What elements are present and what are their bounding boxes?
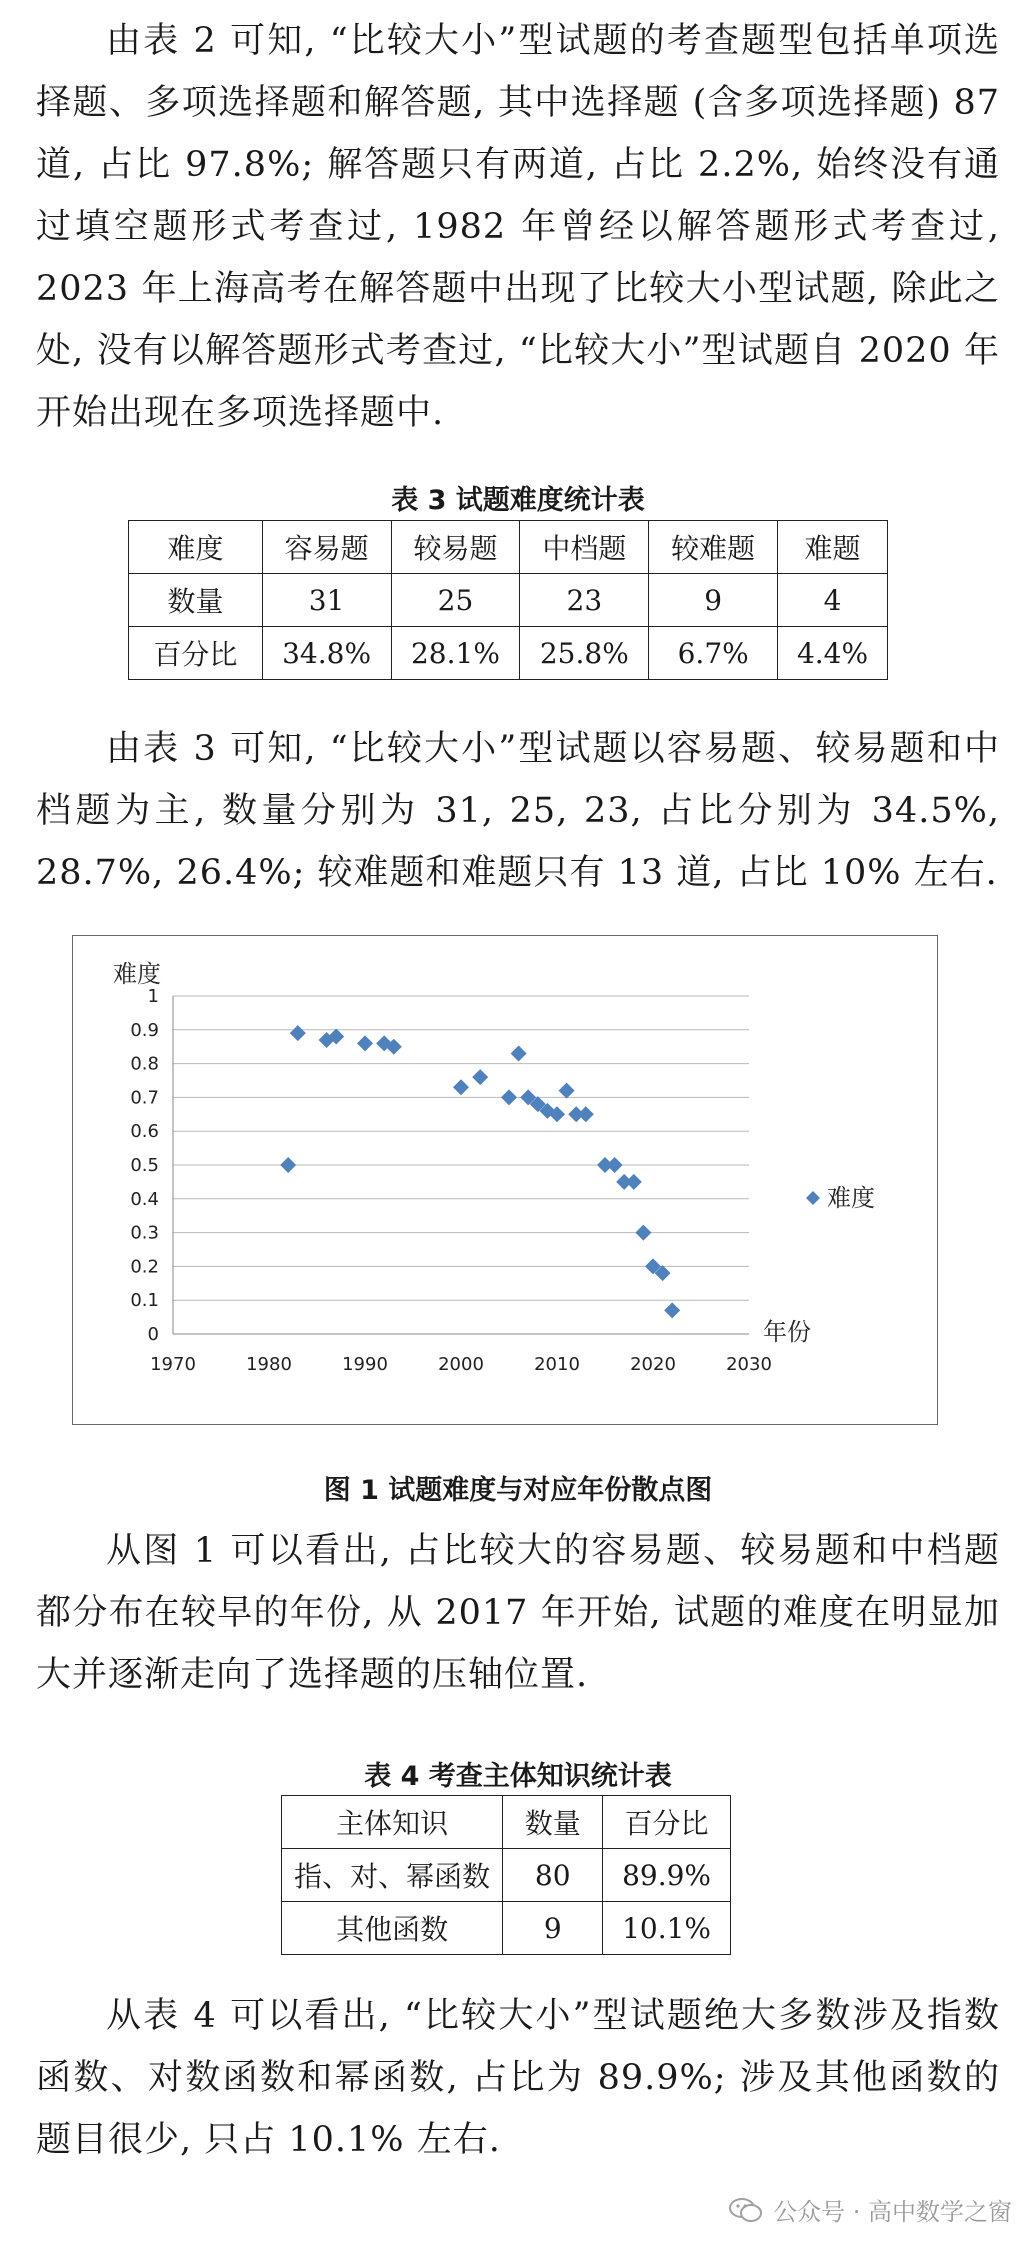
- data-point: [559, 1083, 575, 1099]
- table-cell: 9: [503, 1902, 603, 1955]
- table-cell: 难题: [778, 521, 888, 574]
- data-point: [626, 1174, 642, 1190]
- table-cell: 数量: [129, 574, 263, 627]
- x-tick-label: 2000: [438, 1354, 484, 1375]
- table-cell: 4.4%: [778, 627, 888, 680]
- table-cell: 80: [503, 1849, 603, 1902]
- paragraph-2: 由表 3 可知, “比较大小”型试题以容易题、较易题和中档题为主, 数量分别为 31, 25, 23, 占比分别为 34.5%, 28.7%, 26.4%; 较难题和难题只有 13 道, 占比 10% 左右.: [36, 729, 1000, 893]
- data-point: [472, 1069, 488, 1085]
- y-tick-label: 0.5: [130, 1155, 159, 1176]
- table4-caption: 表 4 考查主体知识统计表: [364, 1761, 672, 1792]
- x-tick-label: 2030: [726, 1354, 772, 1375]
- legend-marker: [806, 1191, 820, 1205]
- table4: [281, 1795, 731, 1955]
- table-cell: 10.1%: [603, 1902, 731, 1955]
- data-point: [635, 1225, 651, 1241]
- data-point: [453, 1079, 469, 1095]
- data-point: [607, 1157, 623, 1173]
- y-tick-label: 0.7: [130, 1087, 159, 1109]
- data-point: [578, 1106, 594, 1122]
- data-point: [501, 1089, 517, 1105]
- y-tick-label: 0.9: [130, 1019, 159, 1041]
- paragraph-4: 从表 4 可以看出, “比较大小”型试题绝大多数涉及指数函数、对数函数和幂函数, 占比为 89.9%; 涉及其他函数的题目很少, 只占 10.1% 左右.: [36, 1996, 1000, 2160]
- table-row: [282, 1796, 731, 1849]
- table-row: [282, 1902, 731, 1955]
- data-point: [290, 1025, 306, 1041]
- x-tick-label: 2020: [630, 1354, 676, 1375]
- table-cell: 9: [649, 574, 778, 627]
- watermark: [729, 2192, 1012, 2227]
- table-row: [129, 574, 888, 627]
- table-cell: 23: [520, 574, 649, 627]
- y-tick-label: 0.1: [130, 1290, 159, 1312]
- y-tick-label: 0.4: [130, 1188, 159, 1210]
- table-cell: 容易题: [262, 521, 391, 574]
- x-tick-label: 1970: [150, 1354, 196, 1375]
- wechat-official-account-icon: [729, 2197, 763, 2223]
- table-row: [129, 627, 888, 680]
- table-cell: 25.8%: [520, 627, 649, 680]
- table-cell: 指、对、幂函数: [282, 1849, 503, 1902]
- data-point: [280, 1157, 296, 1173]
- table3: [128, 520, 888, 680]
- table3-caption: 表 3 试题难度统计表: [391, 485, 645, 516]
- y-tick-label: 0.6: [130, 1121, 159, 1143]
- table-cell: 6.7%: [649, 627, 778, 680]
- y-tick-label: 0.8: [130, 1053, 159, 1075]
- paragraph-1: 由表 2 可知, “比较大小”型试题的考查题型包括单项选择题、多项选择题和解答题, 其中选择题 (含多项选择题) 87 道, 占比 97.8%; 解答题只有两道, 占比 2.2%, 始终没有通过填空题形式考查过, 1982 年曾经以解答题形式考查过, 2023 年上海高考在解答题中出现了比较大小型试题, 除此之处, 没有以解答题形式考查过, “比较大小”型试题自 2020 年开始出现在多项选择题中.: [36, 21, 1000, 433]
- table-cell: 百分比: [129, 627, 263, 680]
- table-cell: 31: [262, 574, 391, 627]
- legend-label: 难度: [827, 1184, 875, 1212]
- table-cell: 34.8%: [262, 627, 391, 680]
- x-tick-label: 1980: [246, 1354, 292, 1375]
- table-cell: 数量: [503, 1796, 603, 1849]
- table-row: [129, 521, 888, 574]
- y-tick-label: 0: [147, 1324, 159, 1345]
- watermark-text: 公众号 · 高中数学之窗: [773, 2198, 1012, 2226]
- figure1-caption: 图 1 试题难度与对应年份散点图: [323, 1475, 713, 1506]
- table-cell: 主体知识: [282, 1796, 503, 1849]
- table-cell: 难度: [129, 521, 263, 574]
- x-axis-title: 年份: [763, 1318, 811, 1346]
- y-tick-label: 0.3: [130, 1222, 159, 1244]
- y-tick-label: 0.2: [130, 1256, 159, 1278]
- scatter-chart: [73, 936, 937, 1424]
- table-cell: 28.1%: [391, 627, 520, 680]
- table-cell: 4: [778, 574, 888, 627]
- y-axis-title: 难度: [113, 960, 161, 988]
- table-cell: 较难题: [649, 521, 778, 574]
- table-cell: 89.9%: [603, 1849, 731, 1902]
- data-point: [357, 1035, 373, 1051]
- table-cell: 百分比: [603, 1796, 731, 1849]
- paragraph-3: 从图 1 可以看出, 占比较大的容易题、较易题和中档题都分布在较早的年份, 从 2017 年开始, 试题的难度在明显加大并逐渐走向了选择题的压轴位置.: [36, 1531, 1000, 1695]
- data-point: [664, 1302, 680, 1318]
- table-cell: 25: [391, 574, 520, 627]
- x-tick-label: 2010: [534, 1354, 580, 1375]
- table-cell: 其他函数: [282, 1902, 503, 1955]
- figure1-chart: [72, 935, 938, 1425]
- table-row: [282, 1849, 731, 1902]
- y-tick-label: 1: [147, 986, 159, 1007]
- table-cell: 中档题: [520, 521, 649, 574]
- x-tick-label: 1990: [342, 1354, 388, 1375]
- data-point: [511, 1045, 527, 1061]
- table-cell: 较易题: [391, 521, 520, 574]
